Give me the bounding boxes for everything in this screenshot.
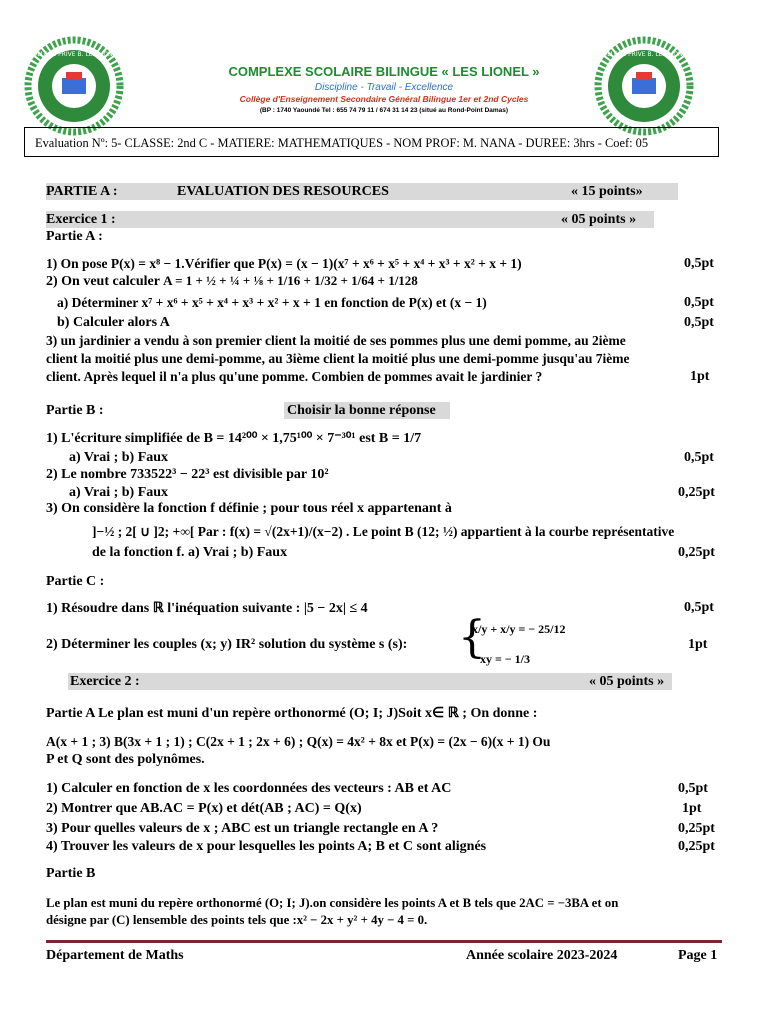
ex2-q2-points: 1pt <box>682 801 702 816</box>
partie-b-question-3-line2: ]−½ ; 2[ ∪ ]2; +∞[ Par : f(x) = √(2x+1)/(x−2) . Le point B (12; ½) appartient à la courbe représentative <box>92 524 675 539</box>
ex1-question-3-line1: 3) un jardinier a vendu à son premier client la moitié de ses pommes plus une demi pomme, au 2ième <box>46 333 626 348</box>
system-equation-1: x/y + x/y = − 25/12 <box>472 622 566 636</box>
ex1-q2-prefix: 2) On veut calculer <box>46 274 164 289</box>
partie-b-q1-points: 0,5pt <box>684 450 714 465</box>
footer-page-number: Page 1 <box>678 948 718 963</box>
partie-b-q1-options: a) Vrai ; b) Faux <box>69 450 169 465</box>
partie-b-question-3-line3: de la fonction f. a) Vrai ; b) Faux <box>92 545 288 560</box>
partie-a-points: « 15 points» <box>571 184 643 199</box>
footer-divider <box>46 940 722 943</box>
partie-c-q1-points: 0,5pt <box>684 600 714 615</box>
ex2-intro: Partie A Le plan est muni d'un repère orthonormé (O; I; J)Soit x∈ ℝ ; On donne : <box>46 706 538 721</box>
ex2-question-4: 4) Trouver les valeurs de x pour lesquelles les points A; B et C sont alignés <box>46 839 487 854</box>
ex1-q1-points: 0,5pt <box>684 256 714 271</box>
ex1-q3-points: 1pt <box>690 369 710 384</box>
ex2-q1-points: 0,5pt <box>678 781 708 796</box>
school-name: COMPLEXE SCOLAIRE BILINGUE « LES LIONEL » <box>228 64 540 79</box>
system-brace: { <box>458 612 486 663</box>
college-name: Collège d'Enseignement Secondaire Général Bilingue 1er et 2nd Cycles <box>239 94 529 104</box>
school-address: (BP : 1740 Yaoundé Tel : 655 74 79 11 / 674 31 14 23 (situé au Rond-Point Damas) <box>259 107 509 114</box>
exercice-2-bar <box>68 673 672 690</box>
exercice-1-title: Exercice 1 : <box>46 212 116 227</box>
ex1-question-3-line2: client la moitié plus une demi-pomme, au 3ième client la moitié plus une demi-pomme jusqu'au 7ième <box>46 351 630 366</box>
partie-b-q2-options: a) Vrai ; b) Faux <box>69 485 169 500</box>
partie-b-title: Partie B : <box>46 403 104 418</box>
ex1-partie-a-label: Partie A : <box>46 229 103 244</box>
partie-a-label: PARTIE A : <box>46 184 118 199</box>
ex1-q2b-points: 0,5pt <box>684 315 714 330</box>
exercice-2-title: Exercice 2 : <box>70 674 140 689</box>
partie-b-subtitle: Choisir la bonne réponse <box>287 403 436 418</box>
school-logo-left <box>24 36 124 136</box>
logo-text-right: COLLEGE PRIVE B. LES LIONEL <box>598 51 690 58</box>
ex2-q3-points: 0,25pt <box>678 821 715 836</box>
exercice-1-points: « 05 points » <box>561 212 637 227</box>
ex1-question-2a: a) Déterminer x⁷ + x⁶ + x⁵ + x⁴ + x³ + x² + x + 1 en fonction de P(x) et (x − 1) <box>57 295 487 310</box>
logo-text: COLLEGE PRIVE B. LES LIONEL <box>28 51 120 58</box>
partie-c-question-1: 1) Résoudre dans ℝ l'inéquation suivante : |5 − 2x| ≤ 4 <box>46 601 368 616</box>
exercice-2-points: « 05 points » <box>589 674 665 689</box>
ex1-question-2b: b) Calculer alors A <box>57 315 170 330</box>
partie-b-q2-points: 0,25pt <box>678 485 715 500</box>
ex1-q2-expression: A = 1 + ½ + ¼ + ⅛ + 1/16 + 1/32 + 1/64 + 1/128 <box>163 273 418 288</box>
partie-a-title: EVALUATION DES RESOURCES <box>177 184 389 199</box>
evaluation-info-box: Evaluation Nº: 5- CLASSE: 2nd C - MATIERE: MATHEMATIQUES - NOM PROF: M. NANA - DUREE: 3hrs - Coef: 05 <box>24 127 719 157</box>
footer-school-year: Année scolaire 2023-2024 <box>466 948 618 963</box>
partie-c-q2-points: 1pt <box>688 637 708 652</box>
partie-b-question-3-line1: 3) On considère la fonction f définie ; pour tous réel x appartenant à <box>46 501 452 516</box>
partie-b-q3-points: 0,25pt <box>678 545 715 560</box>
partie-b-question-1: 1) L'écriture simplifiée de B = 14²⁰⁰ × 1,75¹⁰⁰ × 7⁻³⁰¹ est B = 1/7 <box>46 431 422 446</box>
ex1-question-3-line3: client. Après lequel il n'a plus qu'une pomme. Combien de pommes avait le jardinier ? <box>46 369 543 384</box>
ex2-partie-b-title: Partie B <box>46 866 96 881</box>
ex2-question-2: 2) Montrer que AB.AC = P(x) et dét(AB ; AC) = Q(x) <box>46 801 362 816</box>
ex2-question-3: 3) Pour quelles valeurs de x ; ABC est un triangle rectangle en A ? <box>46 821 439 836</box>
ex2-q4-points: 0,25pt <box>678 839 715 854</box>
ex1-q2a-points: 0,5pt <box>684 295 714 310</box>
system-equation-2: xy = − 1/3 <box>480 652 531 666</box>
partie-c-title: Partie C : <box>46 574 105 589</box>
school-logo-right <box>594 36 694 136</box>
school-motto: Discipline - Travail - Excellence <box>314 82 454 93</box>
ex2-question-1: 1) Calculer en fonction de x les coordonnées des vecteurs : AB et AC <box>46 781 452 796</box>
ex2-points-line1: A(x + 1 ; 3) B(3x + 1 ; 1) ; C(2x + 1 ; 2x + 6) ; Q(x) = 4x² + 8x et P(x) = (2x − 6)(x + 1) Ou <box>46 734 551 749</box>
footer-department: Département de Maths <box>46 948 184 963</box>
ex2-points-line2: P et Q sont des polynômes. <box>46 752 205 767</box>
partie-b-question-2: 2) Le nombre 733522³ − 22³ est divisible par 10² <box>46 467 329 482</box>
ex1-question-2 <box>46 273 418 290</box>
ex2-partie-b-line2: désigne par (C) lensemble des points tels que :x² − 2x + y² + 4y − 4 = 0. <box>46 913 428 927</box>
ex2-partie-b-line1: Le plan est muni du repère orthonormé (O; I; J).on considère les points A et B tels que 2AC = −3BA et on <box>46 896 619 910</box>
partie-c-question-2: 2) Déterminer les couples (x; y) IR² solution du système s (s): <box>46 637 408 652</box>
ex1-question-1: 1) On pose P(x) = x⁸ − 1.Vérifier que P(x) = (x − 1)(x⁷ + x⁶ + x⁵ + x⁴ + x³ + x² + x + 1) <box>46 256 522 271</box>
